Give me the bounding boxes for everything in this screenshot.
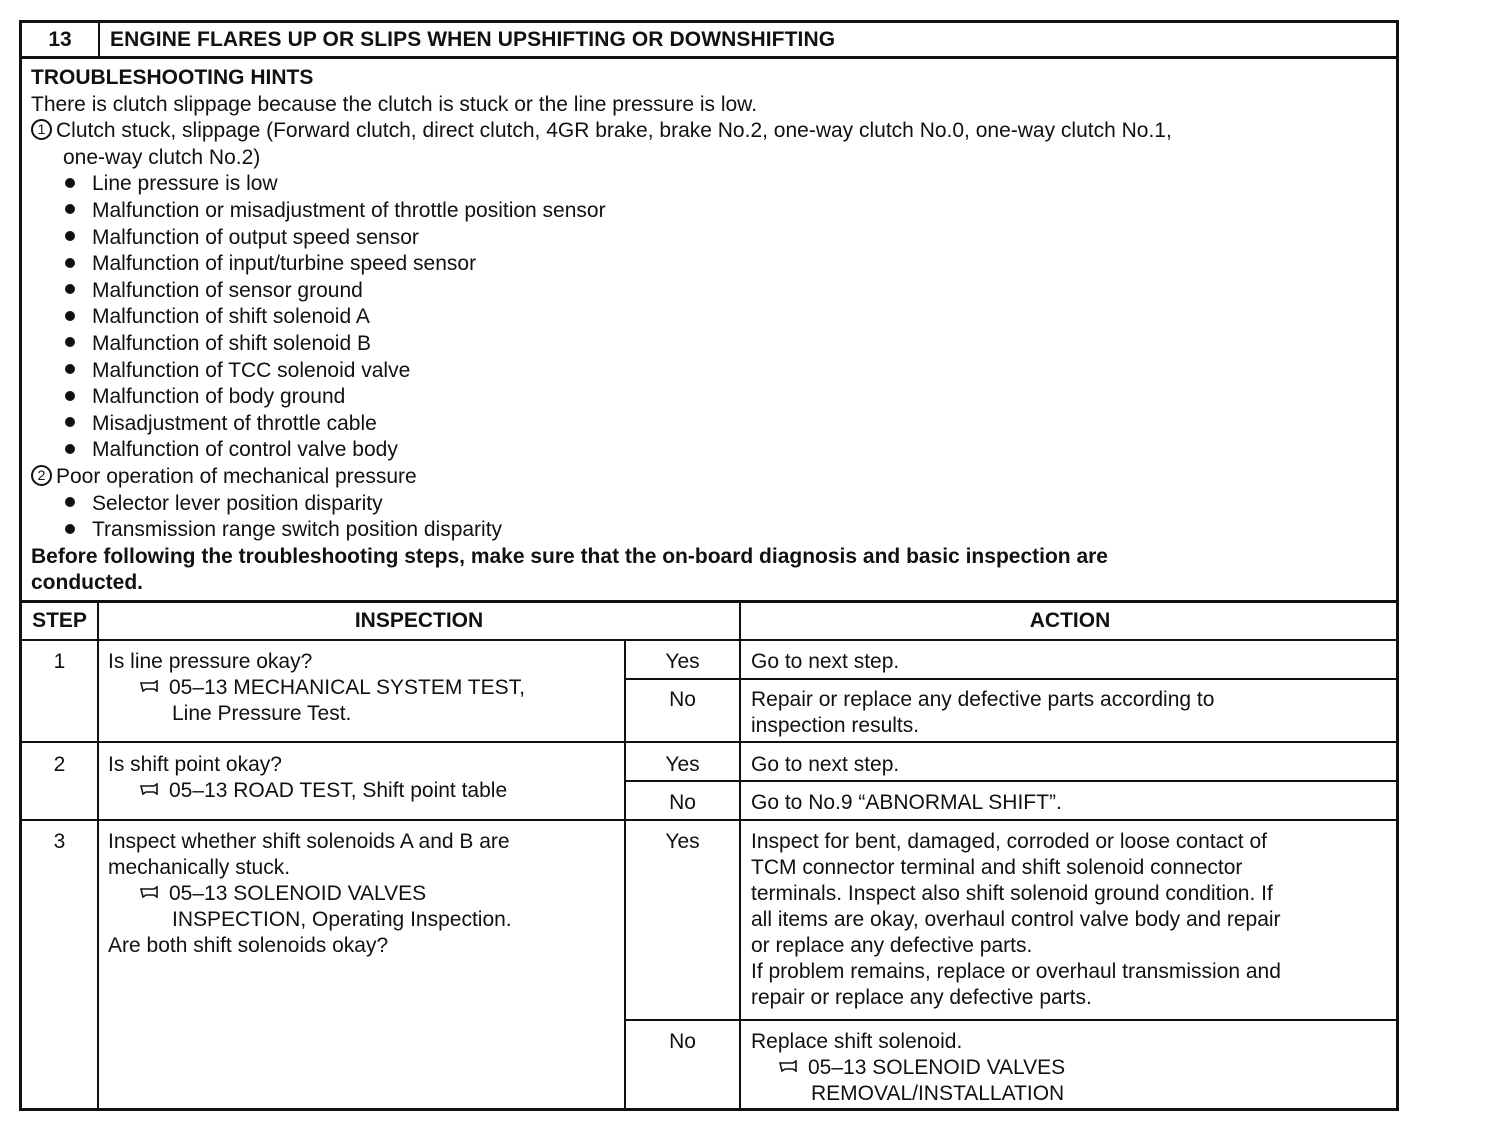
reference-hand-icon <box>140 886 164 898</box>
inspection-question: Are both shift solenoids okay? <box>108 934 389 957</box>
yes-action-line: TCM connector terminal and shift solenoid connector <box>751 856 1243 879</box>
yes-action: Go to next step. <box>751 753 900 776</box>
reference-link[interactable] <box>140 778 507 805</box>
bullet-text: Transmission range switch position disparity <box>92 518 503 542</box>
answer-column-border <box>739 600 741 1111</box>
bullet-icon <box>65 444 75 454</box>
bullet-icon <box>65 364 75 374</box>
yes-action-line: all items are okay, overhaul control valve body and repair <box>751 908 1281 931</box>
bullet-icon <box>65 524 75 534</box>
bullet-icon <box>65 231 75 241</box>
reference-hand-icon <box>779 1060 803 1072</box>
cause-1 <box>31 118 1386 145</box>
reference-text: 05–13 SOLENOID VALVES <box>169 882 427 905</box>
reference-text: 05–13 ROAD TEST, Shift point table <box>169 779 508 802</box>
cause-2-text: Poor operation of mechanical pressure <box>56 464 417 488</box>
hints-intro: There is clutch slippage because the clutch is stuck or the line pressure is low. <box>31 92 758 116</box>
yes-label: Yes <box>665 830 700 853</box>
inspection-text-continued: mechanically stuck. <box>108 856 291 879</box>
bullet-text: Malfunction of output speed sensor <box>92 225 419 249</box>
reference-text-continued: INSPECTION, Operating Inspection. <box>172 908 512 931</box>
bullet-item <box>31 278 1386 305</box>
bullet-icon <box>65 337 75 347</box>
yes-label: Yes <box>665 650 700 673</box>
no-action: Repair or replace any defective parts according to <box>751 688 1215 711</box>
inspection-text: Is line pressure okay? <box>108 650 313 673</box>
bullet-item <box>31 304 1386 331</box>
header-step: STEP <box>32 609 87 632</box>
reference-hand-icon <box>140 783 164 795</box>
bullet-icon <box>65 204 75 214</box>
pre-check-note-continued: conducted. <box>31 571 144 595</box>
header-action: ACTION <box>1029 609 1111 632</box>
cause-1-continued: one-way clutch No.2) <box>63 145 261 169</box>
row-separator <box>22 741 1396 743</box>
circled-number-1: 1 <box>31 119 52 140</box>
header-bottom-border <box>22 639 1396 641</box>
bullet-text: Malfunction of shift solenoid A <box>92 305 370 329</box>
bullet-text: Malfunction of body ground <box>92 385 346 409</box>
section-title-row <box>22 23 1396 59</box>
circled-number-2: 2 <box>31 465 52 486</box>
reference-link[interactable] <box>140 881 426 908</box>
no-action-continued: inspection results. <box>751 714 920 737</box>
yes-label: Yes <box>665 753 700 776</box>
yes-action-line: or replace any defective parts. <box>751 934 1033 957</box>
bullet-text: Malfunction or misadjustment of throttle position sensor <box>92 198 606 222</box>
step-number: 1 <box>53 650 66 673</box>
bullet-item <box>31 437 1386 464</box>
pre-check-note: Before following the troubleshooting steps, make sure that the on-board diagnosis and basic inspection are <box>31 544 1108 568</box>
bullet-text: Malfunction of sensor ground <box>92 278 363 302</box>
troubleshooting-hints <box>31 65 1386 597</box>
bullet-item <box>31 225 1386 252</box>
reference-text: 05–13 SOLENOID VALVES <box>808 1056 1066 1079</box>
row-separator <box>22 819 1396 821</box>
bullet-icon <box>65 391 75 401</box>
bullet-item <box>31 491 1386 518</box>
section-number: 13 <box>22 23 100 56</box>
yes-action: Go to next step. <box>751 650 900 673</box>
inspection-text: Inspect whether shift solenoids A and B are <box>108 830 510 853</box>
reference-link[interactable] <box>779 1055 1065 1082</box>
bullet-item <box>31 331 1386 358</box>
yes-action-line: Inspect for bent, damaged, corroded or loose contact of <box>751 830 1267 853</box>
yes-action-line: terminals. Inspect also shift solenoid ground condition. If <box>751 882 1273 905</box>
bullet-text: Malfunction of input/turbine speed sensor <box>92 252 477 276</box>
yes-action-line: If problem remains, replace or overhaul transmission and <box>751 960 1281 983</box>
bullet-icon <box>65 417 75 427</box>
bullet-icon <box>65 311 75 321</box>
reference-link[interactable] <box>140 675 525 702</box>
bullet-text: Malfunction of shift solenoid B <box>92 331 371 355</box>
troubleshooting-page <box>19 20 1399 1111</box>
bullet-item <box>31 251 1386 278</box>
bullet-icon <box>65 178 75 188</box>
yes-action-line: repair or replace any defective parts. <box>751 986 1092 1009</box>
bullet-text: Malfunction of TCC solenoid valve <box>92 358 411 382</box>
reference-text: 05–13 MECHANICAL SYSTEM TEST, <box>169 676 525 699</box>
no-action: Replace shift solenoid. <box>751 1030 963 1053</box>
bullet-text: Line pressure is low <box>92 172 278 196</box>
bullet-text: Malfunction of control valve body <box>92 438 398 462</box>
inspection-text: Is shift point okay? <box>108 753 282 776</box>
bullet-item <box>31 171 1386 198</box>
reference-text-continued: REMOVAL/INSTALLATION <box>811 1082 1065 1105</box>
bullet-icon <box>65 258 75 268</box>
bullet-icon <box>65 284 75 294</box>
header-inspection: INSPECTION <box>354 609 484 632</box>
step-number: 3 <box>53 830 66 853</box>
no-action: Go to No.9 “ABNORMAL SHIFT”. <box>751 791 1062 814</box>
bullet-item <box>31 411 1386 438</box>
bullet-item <box>31 358 1386 385</box>
no-label: No <box>669 791 696 814</box>
cause-1-text: Clutch stuck, slippage (Forward clutch, direct clutch, 4GR brake, brake No.2, one-way clutch No.0, one-way clutch No.1, <box>56 119 1172 143</box>
bullet-text: Misadjustment of throttle cable <box>92 411 377 435</box>
no-label: No <box>669 688 696 711</box>
reference-text-continued: Line Pressure Test. <box>172 702 352 725</box>
bullet-item <box>31 517 1386 544</box>
hints-heading: TROUBLESHOOTING HINTS <box>31 66 314 89</box>
cause-2 <box>31 464 1386 491</box>
reference-hand-icon <box>140 680 164 692</box>
bullet-item <box>31 198 1386 225</box>
table-top-border <box>22 600 1396 603</box>
step-number: 2 <box>53 753 66 776</box>
no-label: No <box>669 1030 696 1053</box>
section-title: ENGINE FLARES UP OR SLIPS WHEN UPSHIFTING OR DOWNSHIFTING <box>110 28 836 51</box>
bullet-item <box>31 384 1386 411</box>
bullet-icon <box>65 497 75 507</box>
bullet-text: Selector lever position disparity <box>92 491 383 515</box>
step-column-border <box>97 600 99 1111</box>
